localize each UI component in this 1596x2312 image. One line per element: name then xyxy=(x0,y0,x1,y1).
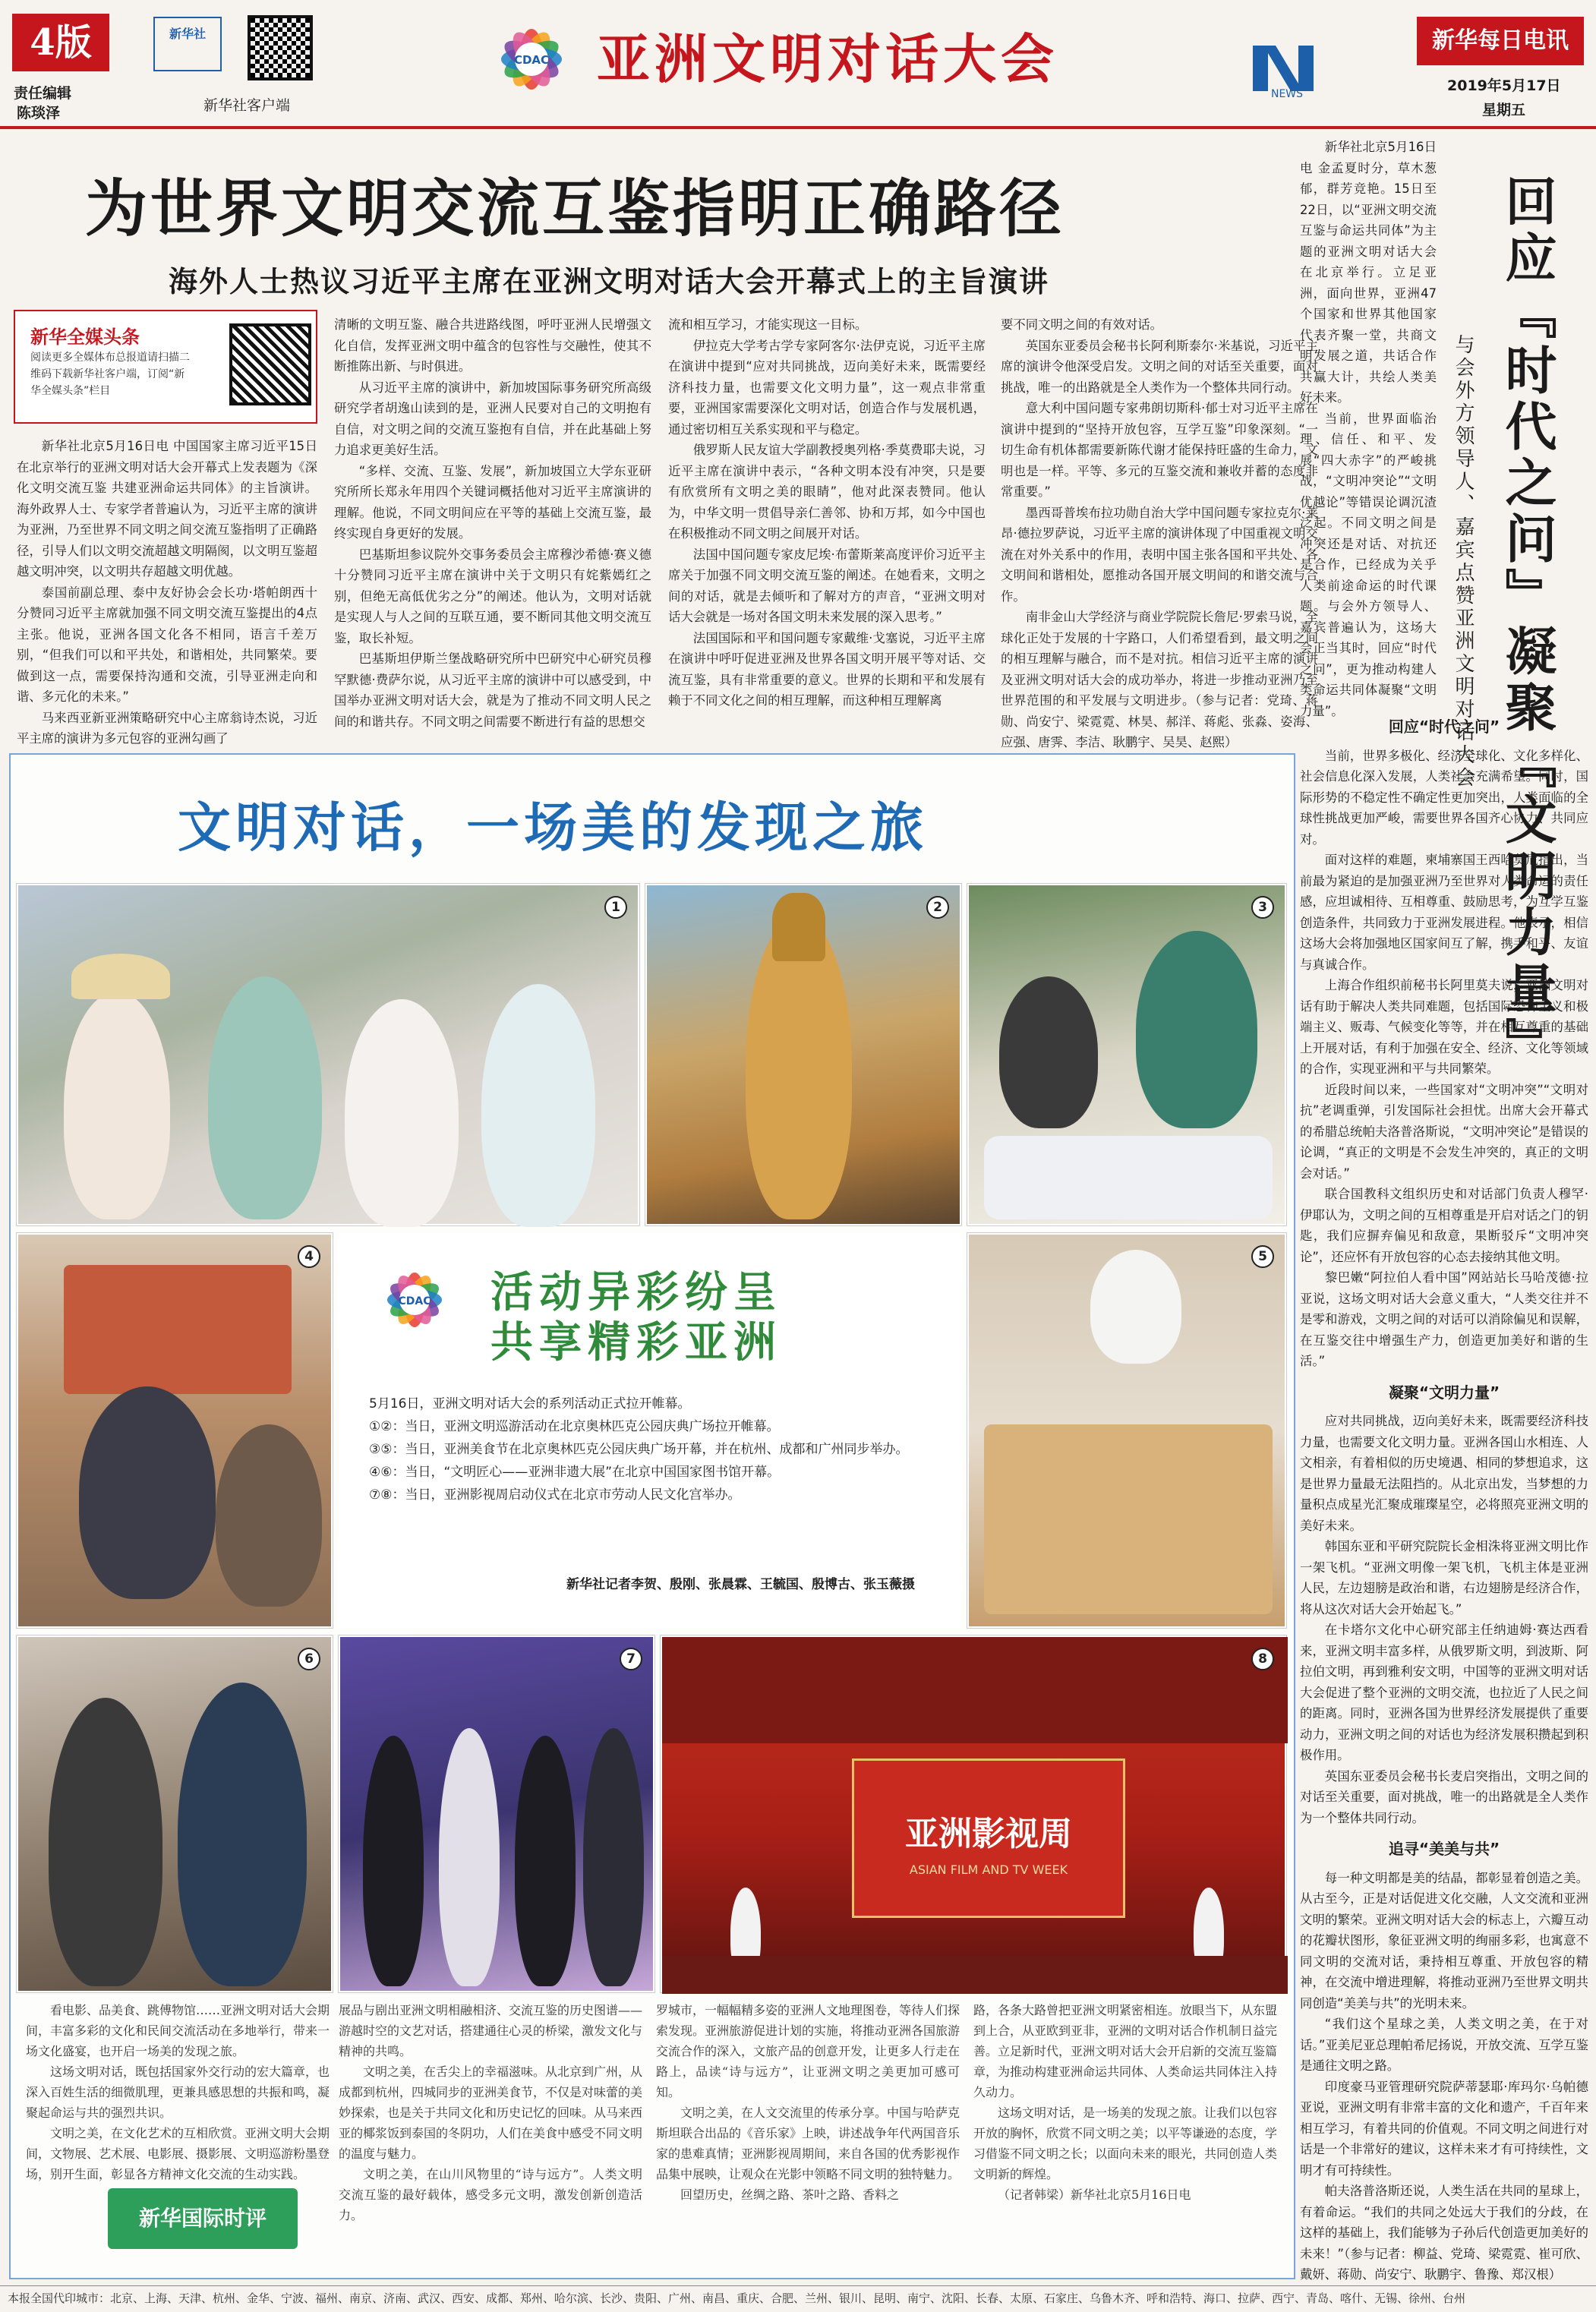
promo-title: 新华全媒头条 xyxy=(30,326,140,348)
cdac-logo-icon xyxy=(369,1263,460,1339)
editor-role: 责任编辑 xyxy=(14,85,72,102)
list-item: ①②：当日，亚洲文明巡游活动在北京奥林匹克公园庆典广场拉开帷幕。 xyxy=(369,1419,780,1434)
paragraph: 联合国教科文组织历史和对话部门负责人穆罕·伊耶认为，文明之间的互相尊重是开启对话之门的钥匙，我们应摒弃偏见和敌意，果断驳斥“文明冲突论”，还应怀有开放包容的心态去接纳其他文明。 xyxy=(1300,1187,1588,1264)
event-screen-subtitle: ASIAN FILM AND TV WEEK xyxy=(909,1863,1068,1877)
news-logo-text: NEWS xyxy=(1270,88,1304,100)
event-screen-title: 亚洲影视周 xyxy=(905,1815,1072,1853)
paragraph: 当前，世界面临治理、信任、和平、发展“四大赤字”的严峻挑战，“文明冲突论”“文明优越论”等错误论调沉渣泛起。不同文明之间是冲突还是对话、对抗还是合作，已经成为关乎人类前途命运的时代课题。与会外方领导人、嘉宾普遍认为，这场大会正当其时，回应“时代之问”，更为推动构建人类命运共同体凝聚“文明力量”。 xyxy=(1300,411,1437,718)
paragraph: 展品与剧出亚洲文明相融相济、交流互鉴的历史图谱——游越时空的文艺对话，搭建通往心灵的桥梁，激发文化与精神的共鸣。 xyxy=(339,2003,643,2058)
paragraph: 在卡塔尔文化中心研究部主任纳迪姆·赛达西看来，亚洲文明丰富多样，从俄罗斯文明，到波斯、阿拉伯文明，再到雅利安文明，中国等的亚洲文明对话大会促进了整个亚洲的文明交流，也拉近了人民之间的距离。同时，亚洲各国为世界经济发展提供了重要动力，亚洲文明之间的对话也为经济发展积攒起到积极作用。 xyxy=(1300,1623,1588,1762)
section-heading: 凝聚“文明力量” xyxy=(1388,1383,1500,1402)
photo-2[interactable] xyxy=(645,884,961,1225)
issue-weekday: 星期五 xyxy=(1482,102,1526,118)
list-item: ⑦⑧：当日，亚洲影视周启动仪式在北京市劳动人民文化宫举办。 xyxy=(369,1487,741,1503)
paragraph: 马来西亚新亚洲策略研究中心主席翁诗杰说，习近平主席的演讲为多元包容的亚洲勾画了 xyxy=(17,710,317,746)
promo-box xyxy=(14,310,317,424)
photo-1[interactable] xyxy=(17,884,639,1225)
paragraph: 文明之美，在舌尖上的幸福滋味。从北京到广州，从成都到杭州，四城同步的亚洲美食节，不仅是对味蕾的美妙探索，也是关于共同文化和历史记忆的回味。从马来西亚的椰浆饭到泰国的冬阴功，人们在美食中感受不同文明的温度与魅力。 xyxy=(339,2064,643,2161)
paragraph: 应对共同挑战，迈向美好未来，既需要经济科技力量，也需要文化文明力量。亚洲各国山水相连、人文相亲，有着相似的历史境遇、相同的梦想追求，这是世界力量最无法阻挡的。从北京出发，当梦想的力量积点成星光汇聚成璀璨星空，必将照亮亚洲文明的美好未来。 xyxy=(1300,1414,1588,1533)
issue-date: 2019年5月17日 xyxy=(1447,77,1561,94)
brand-banner: 新华每日电讯 xyxy=(1417,17,1584,65)
masthead-title: 亚洲文明对话大会 xyxy=(597,27,1058,90)
paragraph: 清晰的文明互鉴、融合共进路线图，呼吁亚洲人民增强文化自信，发挥亚洲文明中蕴含的包容性与交融性，使其不断推陈出新、与时俱进。 xyxy=(334,317,651,374)
sidebar-lead xyxy=(1300,137,1437,729)
paragraph: 新华社北京5月16日电 金孟夏时分，草木葱郁，群芳竞艳。15日至22日，以“亚洲文明交流互鉴与命运共同体”为主题的亚洲文明对话大会在北京举行。立足亚洲，面向世界，亚洲47个国家和世界其他国家代表齐聚一堂，共商文明发展之道，共话合作共赢大计，共绘人类美好未来。 xyxy=(1300,140,1437,405)
events-panel xyxy=(339,1233,961,1628)
paragraph: 文明之美，在人文交流里的传承分享。中国与哈萨克斯坦联合出品的《音乐家》上映，讲述战争年代两国音乐家的患难真情；亚洲影视周期间，来自各国的优秀影视作品集中展映，让观众在光影中领略不同文明的独特魅力。 xyxy=(656,2105,960,2181)
print-cities-footer: 本报全国代印城市：北京、上海、天津、杭州、金华、宁波、福州、南京、济南、武汉、西安、成都、郑州、哈尔滨、长沙、贵阳、广州、南昌、重庆、合肥、兰州、银川、昆明、南宁、沈阳、长春、太原、石家庄、乌鲁木齐、呼和浩特、海口、拉萨、西宁、青岛、喀什、无锡、徐州、台州 xyxy=(0,2285,1596,2312)
masthead xyxy=(0,0,1596,129)
list-item: ③⑤：当日，亚洲美食节在北京奥林匹克公园庆典广场开幕，并在杭州、成都和广州同步举办。 xyxy=(369,1442,909,1457)
paragraph: 黎巴嫩“阿拉伯人看中国”网站站长马哈茂德·拉亚说，这场文明对话大会意义重大，“人类交往并不是零和游戏，文明之间的对话可以消除偏见和误解，在互鉴交往中增强生产力，创造更加美好和谐的生活。” xyxy=(1300,1270,1588,1368)
subheadline: 海外人士热议习近平主席在亚洲文明对话大会开幕式上的主旨演讲 xyxy=(169,265,1050,298)
paragraph: （记者韩梁）新华社北京5月16日电 xyxy=(998,2187,1191,2202)
events-intro: 5月16日，亚洲文明对话大会的系列活动正式拉开帷幕。 xyxy=(369,1396,691,1411)
paragraph: 巴基斯坦参议院外交事务委员会主席穆沙希德·赛义德十分赞同习近平主席在演讲中关于文明只有姹紫嫣红之别，但绝无高低优劣之分”的阐述。他认为，文明对话就是实现人与人之间的互联互通，要不断同其他文明交流互鉴，取长补短。 xyxy=(334,547,651,645)
feature-column-3 xyxy=(656,2000,960,2273)
photo-3[interactable] xyxy=(967,884,1286,1225)
paragraph: 近段时间以来，一些国家对“文明冲突”“文明对抗”老调重弹，引发国际社会担忧。出席大会开幕式的希腊总统帕夫洛普洛斯说，“文明冲突论”是错误的论调，“真正的文明是不会发生冲突的，真正的文明会对话。” xyxy=(1300,1082,1588,1181)
cdac-logo-text: CDAC xyxy=(398,1295,431,1307)
sidebar-body xyxy=(1300,706,1588,2282)
paragraph: 泰国前副总理、泰中友好协会会长功·塔帕朗西十分赞同习近平主席就加强不同文明交流互鉴提出的4点主张。他说，亚洲各国文化各不相同，语言千差万别，“但我们可以和平共处，和谐相处，共同繁荣。要做到这一点，需要保持沟通和交流，引导亚洲走向和谐、多元化的未来。” xyxy=(17,585,317,704)
photo-5[interactable] xyxy=(967,1233,1286,1628)
editor-name: 陈琰泽 xyxy=(17,105,61,121)
photo-number: 3 xyxy=(1251,896,1274,919)
paragraph: 英国东亚委员会秘书长阿利斯泰尔·米基说，习近平主席的演讲令他深受启发。文明之间的对话至关重要，面对挑战，唯一的出路就是全人类作为一个整体共同行动。 xyxy=(1001,338,1318,395)
photo-number: 5 xyxy=(1251,1245,1274,1268)
article-column-2 xyxy=(334,314,651,741)
news-logo-icon xyxy=(1245,30,1329,99)
photo-7[interactable] xyxy=(339,1635,654,1992)
feature-column-4 xyxy=(973,2000,1277,2273)
paragraph: “我们这个星球之美，人类文明之美，在于对话。”亚美尼亚总理帕希尼扬说，开放交流、互学互鉴是通往文明之路。 xyxy=(1300,2017,1588,2073)
photo-4[interactable] xyxy=(17,1233,333,1628)
paragraph: 上海合作组织前秘书长阿里莫夫说，亚洲文明对话有助于解决人类共同难题，包括国际恐怖主义和极端主义、贩毒、气候变化等等，并在相互尊重的基础上开展对话，有利于加强在安全、经济、文化等领域的合作，实现亚洲和平与共同繁荣。 xyxy=(1300,978,1588,1076)
photo-number: 7 xyxy=(620,1648,642,1670)
page-number: 4版 xyxy=(12,14,109,71)
events-list xyxy=(369,1393,938,1506)
events-title-line-2: 共享精彩亚洲 xyxy=(490,1317,782,1367)
article-column-3 xyxy=(668,314,986,741)
cdac-logo-icon xyxy=(483,20,580,103)
feature-box xyxy=(9,753,1295,2279)
client-qr-code[interactable] xyxy=(248,15,313,80)
feature-column-2 xyxy=(339,2000,642,2273)
event-screen xyxy=(852,1758,1125,1918)
section-heading: 追寻“美美与共” xyxy=(1388,1840,1500,1858)
paragraph: 韩国东亚和平研究院院长金相洙将亚洲文明比作一架飞机。“亚洲文明像一架飞机，飞机主体是亚洲人民，左边翅膀是政治和谐，右边翅膀是经济合作，将从这次对话大会开始起飞。” xyxy=(1300,1539,1588,1617)
paragraph: 面对这样的难题，柬埔寨国王西哈莫尼指出，当前最为紧迫的是加强亚洲乃至世界对人类命运的责任感，应坦诚相待、互相尊重、鼓励思考，为互学互鉴创造条件，共同致力于亚洲发展进程。他表示，相信这场大会将加强地区国家间互了解，携手和平、友谊与真诚合作。 xyxy=(1300,853,1588,972)
promo-text: 阅读更多全媒体布总报道请扫描二维码下载新华社客户端，订阅“新华全媒头条”栏目 xyxy=(30,352,190,397)
section-heading: 回应“时代之问” xyxy=(1388,718,1500,736)
paragraph: 巴基斯坦伊斯兰堡战略研究所中巴研究中心研究员穆罕默德·费萨尔说，从习近平主席的演讲中可以感受到，中国举办亚洲文明对话大会，就是为了推动不同文明人民之间的和谐共存。不同文明之间需要不断进行有益的思想交 xyxy=(334,651,651,729)
paragraph: 文明之美，在文化艺术的互相欣赏。亚洲文明大会期间，文物展、艺术展、电影展、摄影展、文明巡游粉墨登场，别开生面，彰显各方精神文化交流的生动实践。 xyxy=(26,2126,330,2181)
commentary-tag: 新华国际时评 xyxy=(108,2188,298,2249)
photo-number: 8 xyxy=(1251,1648,1274,1670)
client-label: 新华社客户端 xyxy=(203,97,291,114)
feature-title: 文明对话，一场美的发现之旅 xyxy=(178,796,928,859)
photo-8[interactable] xyxy=(661,1635,1286,1992)
article-column-1 xyxy=(17,436,317,746)
paragraph: 伊拉克大学考古学专家阿客尔·法伊克说，习近平主席在演讲中提到“应对共同挑战，迈向美好未来，既需要经济科技力量，也需要文化文明力量”，这一观点非常重要，亚洲国家需要深化文明对话，创造合作与发展机遇，通过密切相互关系实现和平与稳定。 xyxy=(668,338,986,437)
paragraph: 法国国际和平和国问题专家戴维·戈塞说，习近平主席在演讲中呼吁促进亚洲及世界各国文明开展平等对话、交流互鉴，具有非常重要的意义。世界的长期和平和发展有赖于不同文化之间的相互理解，而这种相互理解离 xyxy=(668,630,986,708)
paragraph: 每一种文明都是美的结晶，都彰显着创造之美。从古至今，正是对话促进文化交融，人文交流和亚洲文明的繁荣。亚洲文明对话大会的标志上，六瓣互动的花瓣状图形，象征亚洲文明的绚丽多彩，也寓意不同文明的交流对话，秉持相互尊重、开放包容的精神，在交流中增进理解，将推动亚洲乃至世界文明共同创造“美美与共”的光明未来。 xyxy=(1300,1870,1588,2011)
xinhua-logo: 新华社 xyxy=(153,17,222,71)
cdac-logo-text: CDAC xyxy=(513,53,550,67)
paragraph: 当前，世界多极化、经济全球化、文化多样化、社会信息化深入发展，人类社会充满希望。同时，国际形势的不稳定性不确定性更加突出，人类面临的全球性挑战更加严峻，需要世界各国齐心协力、共同应对。 xyxy=(1300,748,1588,847)
article-column-4 xyxy=(1001,314,1318,749)
sidebar-vertical-subtitle: 与会外方领导人、嘉宾点赞亚洲文明对话大会 xyxy=(1452,334,1475,790)
photo-credit: 新华社记者李贺、殷刚、张晨霖、王毓国、殷博古、张玉薇摄 xyxy=(566,1577,915,1592)
photo-number: 2 xyxy=(926,896,949,919)
paragraph: 英国东亚委员会秘书长麦启突指出，文明之间的对话至关重要，面对挑战，唯一的出路就是全人类作为一个整体共同行动。 xyxy=(1300,1768,1588,1825)
paragraph: 看电影、品美食、跳傅物馆……亚洲文明对话大会期间，丰富多彩的文化和民间交流活动在多地举行，带来一场文化盛宴，也开启一场美的发现之旅。 xyxy=(26,2003,330,2058)
paragraph: 法国中国问题专家皮尼埃·布蕾斯莱高度评价习近平主席关于加强不同文明交流互鉴的阐述。在她看来，文明之间的对话，就是去倾听和了解对方的声音，“亚洲文明对话大会就是一场对各国文明未来发展的深入思考。” xyxy=(668,547,986,624)
paragraph: 从习近平主席的演讲中，新加坡国际事务研究所高级研究学者胡逸山读到的是，亚洲人民要对自己的文明抱有自信，对文明之间的交流互鉴抱有自信，并在此基础上努力追求更美好生活。 xyxy=(334,380,651,457)
paragraph: 俄罗斯人民友谊大学副教授奥列格·季莫费耶夫说，习近平主席在演讲中表示，“各种文明本没有冲突，只是要有欣赏所有文明之美的眼睛”，他对此深表赞同。他认为，中华文明一贯倡导亲仁善邻、协和万邦，如今中国也在积极推动不同文明之间展开对话。 xyxy=(668,443,986,541)
paragraph: 南非金山大学经济与商业学院院长詹尼·罗索马说，全球化正处于发展的十字路口，人们希望看到，最文明之间的相互理解与融合，而不是对抗。相信习近平主席的演讲及亚洲文明对话大会的成功举办，将进一步推动亚洲乃至世界范围的和平发展与文明进步。（参与记者：党琦、蒋勋、尚安宁、梁霓霓、林昊、郝洋、蒋彪、张淼、姿海、应强、唐霁、李洁、耿鹏宇、吴昊、赵熙） xyxy=(1001,610,1318,749)
list-item: ④⑥：当日，“文明匠心——亚洲非遗大展”在北京中国国家图书馆开幕。 xyxy=(369,1465,781,1480)
paragraph: 印度豪马亚管理研究院萨蒂瑟耶·库玛尔·乌帕德亚说，亚洲文明有非常丰富的文化和遗产，千百年来相互学习，有着共同的价值观。不同文明之间进行对话是一个非常好的建议，这样未来才有可持续性，文明才有可持续性。 xyxy=(1300,2079,1588,2178)
paragraph: 流和相互学习，才能实现这一目标。 xyxy=(668,317,868,332)
paragraph: 墨西哥普埃布拉功勋自治大学中国问题专家拉克尔·莱昂·德拉罗萨说，习近平主席的演讲体现了中国重视文明交流在对外关系中的作用，表明中国主张各国和平共处、各文明间和谐相处，愿推动各国开展文明间的和谐交流与合作。 xyxy=(1001,505,1318,604)
sidebar-vertical-title: 回应『时代之问』凝聚『文明力量』 xyxy=(1497,175,1557,1074)
paragraph: 这场文明对话，既包括国家外交行动的宏大篇章，也深入百姓生活的细微肌理，更兼具感思想的共振和鸣，凝聚起命运与共的强烈共识。 xyxy=(26,2064,330,2120)
photo-6[interactable] xyxy=(17,1635,333,1992)
paragraph: 回望历史，丝绸之路、茶叶之路、香料之 xyxy=(680,2187,900,2202)
paragraph: 罗城市，一幅幅精多姿的亚洲人文地理图卷，等待人们探索发现。亚洲旅游促进计划的实施，将推动亚洲各国旅游交流合作的深入，文旅产品的创意开发，让更多人行走在路上，品读“诗与远方”，让亚洲文明之美更加可感可知。 xyxy=(656,2003,960,2099)
paragraph: “多样、交流、互鉴、发展”，新加坡国立大学东亚研究所所长郑永年用四个关键词概括他对习近平主席演讲的理解。他说，不同文明间应在平等的基础上交流互鉴，最终实现自身更好的发展。 xyxy=(334,463,651,541)
paragraph: 要不同文明之间的有效对话。 xyxy=(1001,317,1163,332)
headline: 为世界文明交流互鉴指明正确路径 xyxy=(85,172,1065,245)
photo-number: 1 xyxy=(604,896,627,919)
promo-qr-code[interactable] xyxy=(229,323,311,405)
photo-number: 6 xyxy=(298,1648,320,1670)
events-title-line-1: 活动异彩纷呈 xyxy=(490,1267,782,1317)
paragraph: 意大利中国问题专家弗朗切斯科·郁士对习近平主席在演讲中提到的“坚持开放包容，互学互鉴”印象深刻。“一切生命有机体都需要新陈代谢才能保持旺盛的生命力，文明也是一样。平等、多元的互鉴交流和兼收并蓄的态度非常重要。” xyxy=(1001,401,1318,499)
photo-number: 4 xyxy=(298,1245,320,1268)
paragraph: 帕夫洛普洛斯还说，人类生活在共同的星球上，有着命运。“我们的共同之处远大于我们的分歧，在这样的基础上，我们能够为子孙后代创造更加美好的未来！”（参与记者：柳益、党琦、梁霓霓、崔可欣、戴妍、蒋勋、尚安宁、耿鹏宇、鲁豫、郑汉根） xyxy=(1300,2184,1588,2282)
paragraph: 路，各条大路曾把亚洲文明紧密相连。放眼当下，从东盟到上合，从亚欧到亚非，亚洲的文明对话合作机制日益完善。立足新时代，亚洲文明对话大会开启新的交流互鉴篇章，为推动构建亚洲命运共同体、人类命运共同体注入持久动力。 xyxy=(973,2003,1278,2099)
paragraph: 这场文明对话，是一场美的发现之旅。让我们以包容开放的胸怀，欣赏不同文明之美；以平等谦逊的态度，学习借鉴不同文明之长；以面向未来的眼光，共同创造人类文明新的辉煌。 xyxy=(973,2105,1278,2181)
paragraph: 文明之美，在山川风物里的“诗与远方”。人类文明交流互鉴的最好载体，感受多元文明，激发创新创造活力。 xyxy=(339,2167,642,2222)
paragraph: 新华社北京5月16日电 中国国家主席习近平15日在北京举行的亚洲文明对话大会开幕式上发表题为《深化文明交流互鉴 共建亚洲命运共同体》的主旨演讲。海外政界人士、专家学者普遍认为，习近平主席的演讲为亚洲，乃至世界不同文明之间交流互鉴指明了正确路径，引导人们以文明交流超越文明隔阂，以文明互鉴超越文明冲突，以文明共存超越文明优越。 xyxy=(17,439,317,579)
